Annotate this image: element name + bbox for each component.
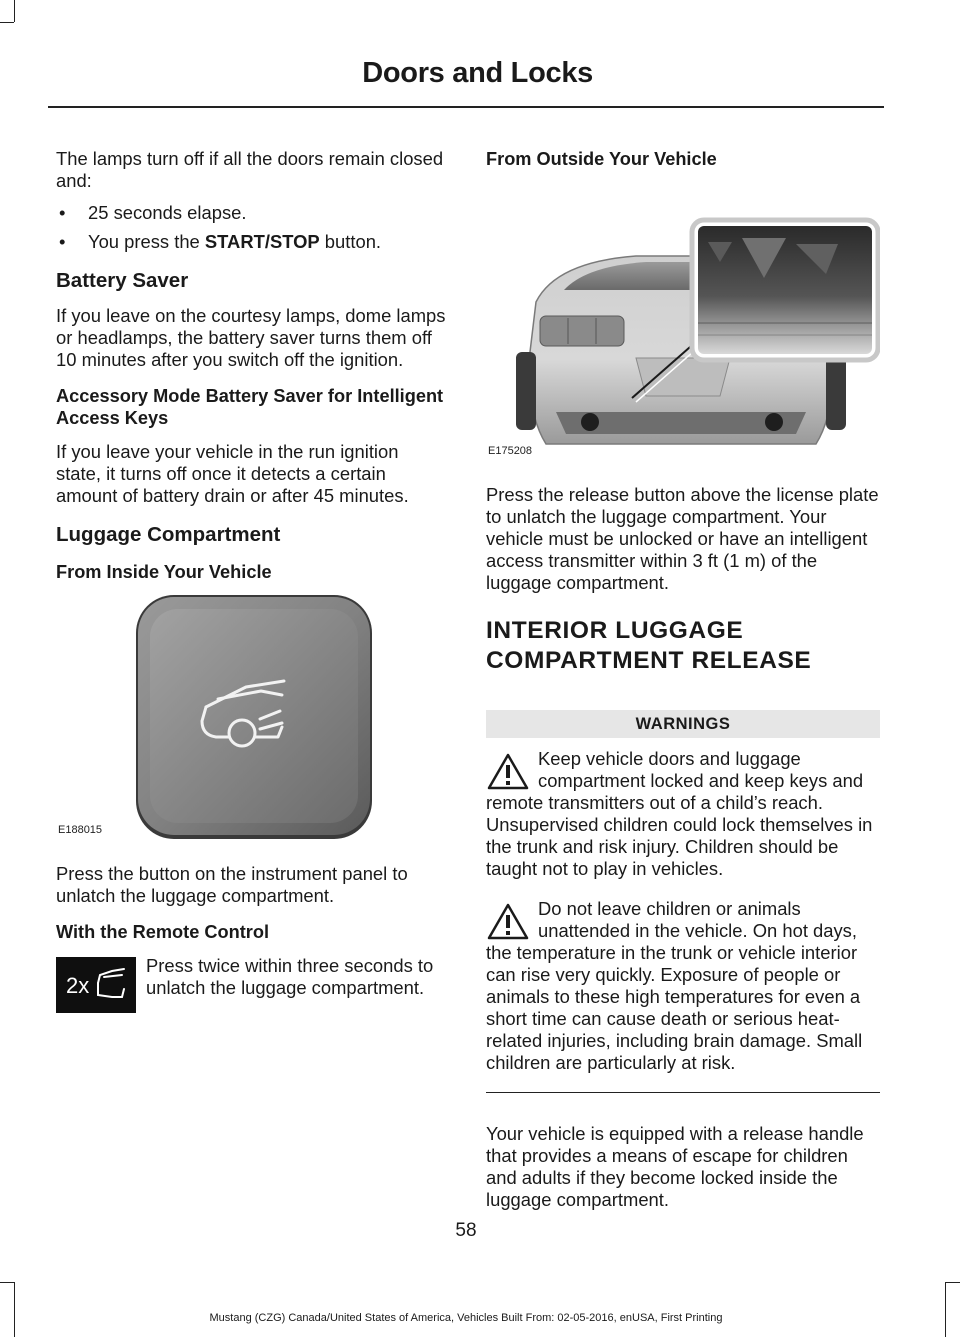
accessory-mode-heading: Accessory Mode Battery Saver for Intelligent Access Keys <box>56 386 444 428</box>
bullet-item <box>56 231 448 253</box>
accessory-mode-text: If you leave your vehicle in the run ignition state, it turns off once it detects a certain amount of battery drain or after 45 minutes. <box>56 441 409 506</box>
bullet-prefix: You press the <box>88 231 205 252</box>
rear-vehicle-illustration <box>486 182 880 464</box>
warning-text: Do not leave children or animals unattended in the vehicle. On hot days, the temperature in the trunk or vehicle interior can rise very quickly. Exposure of people or animals to these high temperatures for even a short time can cause death or serious heat-related injuries, including brain damage. Small children are particularly at risk. <box>486 898 863 1073</box>
crop-mark <box>945 1282 960 1283</box>
figure-code: E175208 <box>488 445 533 457</box>
warnings-divider <box>486 1092 880 1093</box>
start-stop-label: START/STOP <box>204 231 320 252</box>
header-divider <box>48 106 884 108</box>
crop-mark <box>0 22 14 23</box>
from-outside-heading: From Outside Your Vehicle <box>486 149 717 169</box>
heading-line: COMPARTMENT RELEASE <box>486 647 812 674</box>
left-column <box>56 148 448 1013</box>
page-title: Doors and Locks <box>362 57 593 89</box>
crop-mark <box>14 1282 15 1337</box>
warning-item <box>486 748 880 880</box>
remote-instruction-text: Press twice within three seconds to unlatch the luggage compartment. <box>146 955 434 998</box>
battery-saver-heading: Battery Saver <box>56 269 189 292</box>
trunk-open-icon <box>56 595 448 843</box>
intro-text: The lamps turn off if all the doors remain closed and: <box>56 148 444 191</box>
warning-text: Keep vehicle doors and luggage compartment locked and keep keys and remote transmitters out of a child’s reach. Unsupervised children could lock themselves in the trunk and risk injury. Children should be taught not to play in vehicles. <box>486 748 873 879</box>
heading-line: INTERIOR LUGGAGE <box>486 617 744 644</box>
remote-trunk-2x-icon <box>56 957 136 1013</box>
bullet-suffix: button. <box>319 231 382 252</box>
remote-count-label: 2x <box>66 973 90 998</box>
page-number: 58 <box>455 1220 477 1241</box>
trunk-button-figure <box>56 595 448 843</box>
warning-triangle-icon <box>486 752 530 792</box>
crop-mark <box>0 1282 14 1283</box>
battery-saver-text: If you leave on the courtesy lamps, dome lamps or headlamps, the battery saver turns them off 10 minutes after you switch off the ignition. <box>56 305 446 370</box>
crop-mark <box>945 1282 946 1337</box>
interior-release-heading <box>486 616 880 676</box>
remote-instruction <box>56 955 448 1013</box>
rear-vehicle-figure <box>486 182 880 464</box>
right-column <box>486 148 880 1221</box>
warnings-banner: WARNINGS <box>486 710 880 738</box>
figure-code: E188015 <box>58 824 103 836</box>
inside-release-text: Press the button on the instrument panel to unlatch the luggage compartment. <box>56 863 408 906</box>
bullet-item: • 25 seconds elapse. <box>56 202 448 224</box>
release-handle-text: Your vehicle is equipped with a release handle that provides a means of escape for children and adults if they become locked inside the luggage compartment. <box>486 1123 864 1210</box>
warning-item <box>486 898 880 1074</box>
crop-mark <box>14 0 15 22</box>
outside-release-text: Press the release button above the license plate to unlatch the luggage compartment. Your vehicle must be unlocked or have an intelligent access transmitter within 3 ft (1 m) of the luggage compartment. <box>486 484 879 593</box>
luggage-compartment-heading: Luggage Compartment <box>56 523 281 546</box>
warning-triangle-icon <box>486 902 530 942</box>
remote-control-heading: With the Remote Control <box>56 922 270 942</box>
bullet-list <box>56 202 448 253</box>
from-inside-heading: From Inside Your Vehicle <box>56 562 272 582</box>
page-footer: Mustang (CZG) Canada/United States of America, Vehicles Built From: 02-05-2016, enUSA, First Printing <box>209 1312 723 1324</box>
